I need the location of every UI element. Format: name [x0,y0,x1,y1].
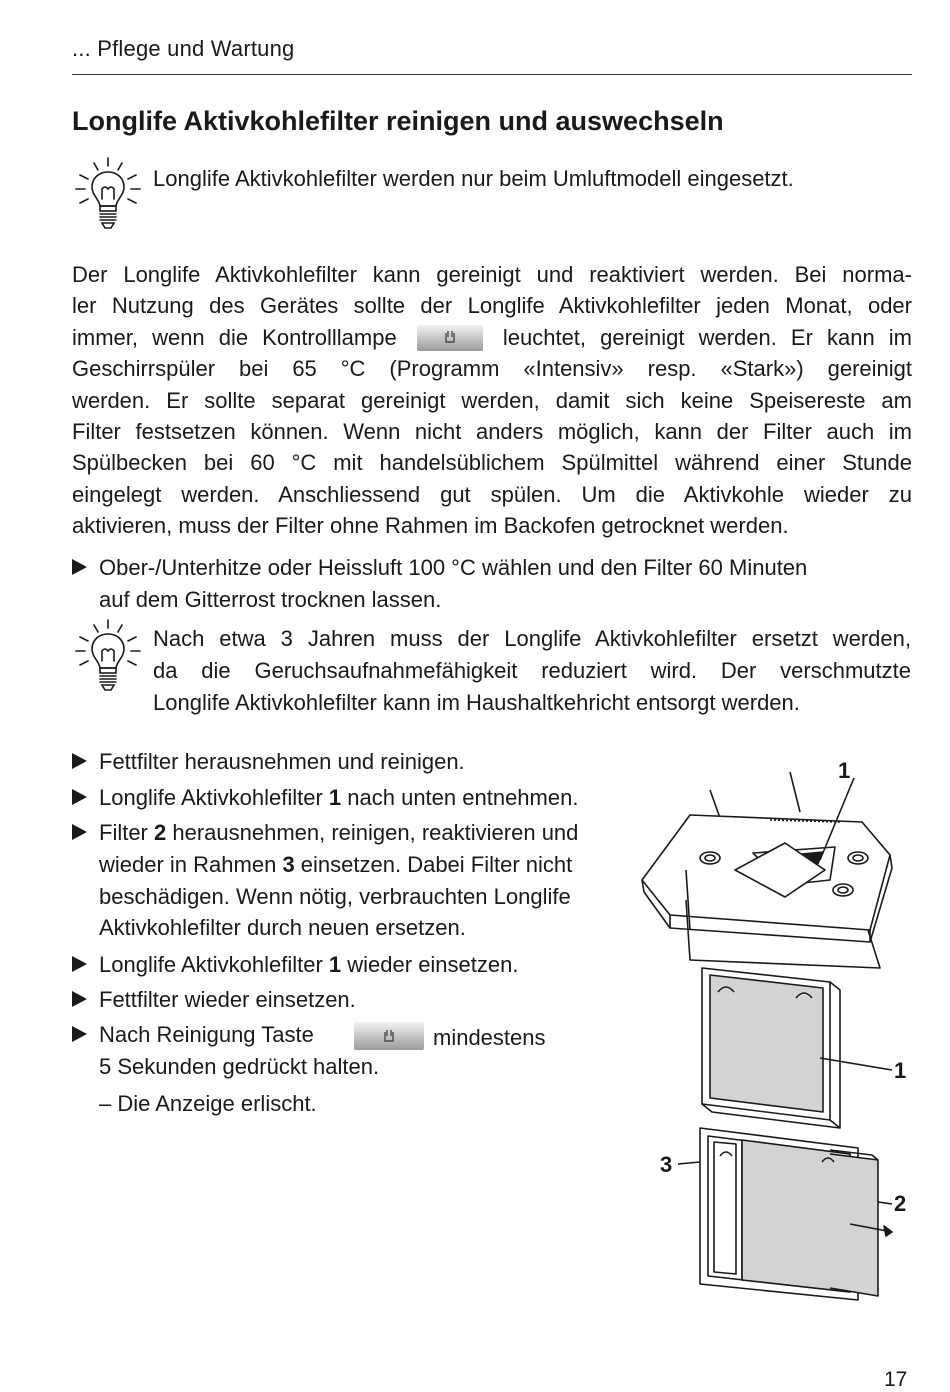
step-text: Longlife Aktivkohlefilter [99,952,329,977]
figure-label-1-top: 1 [838,758,851,783]
ref-number: 3 [282,852,295,877]
paragraph-line: Filter festsetzen können. Wenn nicht anders möglich, kann der Filter auch im [72,418,912,444]
triangle-bullet-icon [72,991,87,1007]
ref-number: 1 [328,952,342,977]
step-4 [72,952,518,978]
figure-label-3-frame: 3 [660,1152,673,1177]
figure-label-2-filter: 2 [894,1191,907,1216]
step-text: mindestens [433,1025,546,1050]
triangle-bullet-icon [72,956,87,972]
filter-illustration [630,760,930,1320]
paragraph-text: immer, wenn die Kontrolllampe [72,324,397,350]
step-3-cont: Aktivkohlefilter durch neuen ersetzen. [99,915,466,940]
paragraph-line: Spülbecken bei 60 °C mit handelsüblichem Spülmittel während einer Stunde [72,450,912,476]
figure-label-1-middle: 1 [894,1058,907,1083]
note-replacement [153,623,911,719]
paragraph-line: ler Nutzung des Gerätes sollte der Longlife Aktivkohlefilter jeden Monat, oder [72,293,912,319]
carbon-filter-drawing [702,968,892,1128]
cleaning-paragraph [72,259,912,542]
step-drying-cont: auf dem Gitterrost trocknen lassen. [99,587,442,612]
paragraph-line-with-lamp [72,322,912,353]
step-drying [72,555,807,581]
step-text: herausnehmen, reinigen, reaktivieren und [166,820,579,845]
result-line: – Die Anzeige erlischt. [99,1091,317,1116]
triangle-bullet-icon [72,824,87,840]
ref-number: 2 [154,820,167,845]
ref-number: 1 [328,785,342,810]
paragraph-line: eingelegt werden. Anschliessend gut spülen. Um die Aktivkohle wieder zu [72,481,912,507]
filter-frame-drawing [678,1128,892,1300]
triangle-bullet-icon [72,1026,87,1042]
page-number: 17 [884,1368,908,1391]
step-text: einsetzen. Dabei Filter nicht [294,852,573,877]
step-1 [72,749,465,775]
step-5 [72,987,356,1013]
step-text: Fettfilter wieder einsetzen. [99,987,356,1012]
note-umluft: Longlife Aktivkohlefilter werden nur beim Umluftmodell eingesetzt. [153,166,794,191]
running-header: ... Pflege und Wartung [72,36,295,61]
paragraph-line: werden. Er sollte separat gereinigt werden, damit sich keine Speisereste am [72,387,912,413]
step-text: wieder einsetzen. [341,952,519,977]
step-text: Fettfilter herausnehmen und reinigen. [99,749,465,774]
hood-drawing [642,772,892,968]
paragraph-line: Der Longlife Aktivkohlefilter kann gereinigt und reaktiviert werden. Bei norma- [72,262,912,287]
step-3-cont [99,852,572,878]
step-2 [72,785,578,811]
paragraph-line: aktivieren, muss der Filter ohne Rahmen im Backofen getrocknet werden. [72,513,789,539]
step-text: Nach Reinigung Taste [99,1022,314,1047]
step-text: Longlife Aktivkohlefilter [99,785,329,810]
step-6-cont: 5 Sekunden gedrückt halten. [99,1054,380,1079]
paragraph-line: Geschirrspüler bei 65 °C (Programm «Intensiv» resp. «Stark») gereinigt [72,356,912,382]
triangle-bullet-icon [72,789,87,805]
triangle-bullet-icon [72,559,87,575]
step-text: Filter [99,820,154,845]
lightbulb-icon [72,617,144,697]
lightbulb-icon [72,155,144,235]
note-line: da die Geruchsaufnahmefähigkeit reduziert wird. Der verschmutzte [153,658,911,683]
note-line: Longlife Aktivkohlefilter kann im Haushaltkehricht entsorgt werden. [153,690,800,715]
paragraph-text: leuchtet, gereinigt werden. Er kann im [502,324,912,350]
filter-lamp-icon [417,325,483,351]
header-divider [72,74,912,75]
step-6 [72,1022,314,1048]
step-text: Ober-/Unterhitze oder Heissluft 100 °C wählen und den Filter 60 Minuten [99,555,808,580]
page-title: Longlife Aktivkohlefilter reinigen und auswechseln [72,106,724,136]
step-text: nach unten entnehmen. [341,785,579,810]
step-3 [72,820,578,846]
filter-lamp-icon [354,1022,424,1050]
note-line: Nach etwa 3 Jahren muss der Longlife Aktivkohlefilter ersetzt werden, [153,626,911,651]
step-text: wieder in Rahmen [99,852,283,877]
triangle-bullet-icon [72,753,87,769]
step-3-cont: beschädigen. Wenn nötig, verbrauchten Longlife [99,884,571,909]
